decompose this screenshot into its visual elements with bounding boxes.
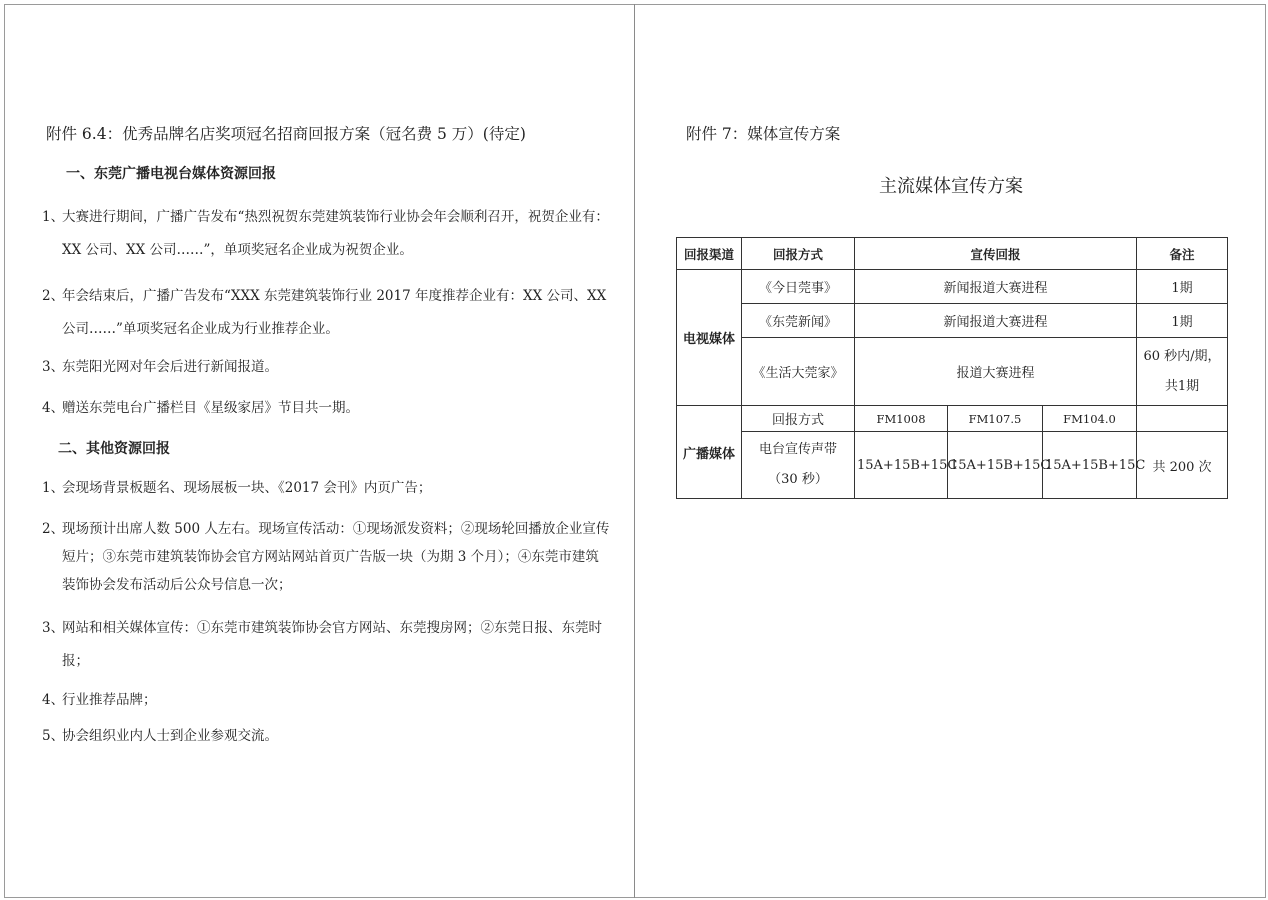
table-cell: 1期	[1137, 270, 1228, 304]
list-item: 4、 赠送东莞电台广播栏目《星级家居》节目共一期。	[42, 400, 359, 416]
table-cell: 新闻报道大赛进程	[855, 270, 1137, 304]
table-cell: FM107.5	[948, 406, 1043, 432]
table-cell: 共 200 次	[1137, 432, 1228, 499]
list-item: 1、 大赛进行期间，广播广告发布“热烈祝贺东莞建筑装饰行业协会年会顺利召开，祝贺企业有：XX 公司、XX 公司……”，单项奖冠名企业成为祝贺企业。	[42, 209, 609, 258]
table-cell: 15A+15B+15C	[855, 432, 948, 499]
list-item: 2、 现场预计出席人数 500 人左右。现场宣传活动：①现场派发资料；②现场轮回播放企业宣传短片；③东莞市建筑装饰协会官方网站网站首页广告版一块（为期 3 个月）；④东莞市建筑装饰协会发布活动后公众号信息一次；	[42, 521, 610, 593]
media-plan-table	[676, 237, 1228, 499]
table-cell: FM104.0	[1043, 406, 1137, 432]
list-item: 1、 会现场背景板题名、现场展板一块、《2017 会刊》内页广告；	[42, 480, 432, 496]
table-cell: 60 秒内/期，共1期	[1137, 338, 1228, 406]
table-title: 主流媒体宣传方案	[879, 176, 1023, 197]
list-item: 4、 行业推荐品牌；	[42, 692, 157, 708]
table-header-row	[677, 238, 1228, 270]
table-row	[677, 304, 1228, 338]
table-cell: FM1008	[855, 406, 948, 432]
table-cell: 《生活大莞家》	[742, 338, 855, 406]
list-item: 3、 网站和相关媒体宣传：①东莞市建筑装饰协会官方网站、东莞搜房网；②东莞日报、东莞时报；	[42, 620, 602, 669]
section-heading-1: 一、东莞广播电视台媒体资源回报	[66, 166, 276, 182]
left-page-title: 附件 6.4：优秀品牌名店奖项冠名招商回报方案（冠名费 5 万）(待定)	[46, 125, 526, 143]
table-cell: 《今日莞事》	[742, 270, 855, 304]
right-page-title: 附件 7：媒体宣传方案	[686, 125, 841, 143]
header-cell: 回报渠道	[677, 238, 742, 270]
header-cell: 备注	[1137, 238, 1228, 270]
list-item: 5、 协会组织业内人士到企业参观交流。	[42, 728, 278, 744]
list-item: 3、 东莞阳光网对年会后进行新闻报道。	[42, 359, 278, 375]
table-cell: 15A+15B+15C	[948, 432, 1043, 499]
page-divider	[634, 4, 635, 898]
table-cell: 回报方式	[742, 406, 855, 432]
header-cell: 宣传回报	[855, 238, 1137, 270]
tv-media-label: 电视媒体	[677, 270, 742, 406]
table-cell: 新闻报道大赛进程	[855, 304, 1137, 338]
table-row	[677, 432, 1228, 499]
section-heading-2: 二、其他资源回报	[58, 441, 170, 457]
table-cell: 15A+15B+15C	[1043, 432, 1137, 499]
table-cell: 电台宣传声带（30 秒）	[742, 432, 855, 499]
table-cell	[1137, 406, 1228, 432]
table-row	[677, 270, 1228, 304]
table-cell: 《东莞新闻》	[742, 304, 855, 338]
list-item: 2、 年会结束后，广播广告发布“XXX 东莞建筑装饰行业 2017 年度推荐企业有：XX 公司、XX 公司……”单项奖冠名企业成为行业推荐企业。	[42, 288, 607, 337]
header-cell: 回报方式	[742, 238, 855, 270]
table-cell: 报道大赛进程	[855, 338, 1137, 406]
table-cell: 1期	[1137, 304, 1228, 338]
table-row	[677, 406, 1228, 432]
radio-media-label: 广播媒体	[677, 406, 742, 499]
table-row	[677, 338, 1228, 406]
